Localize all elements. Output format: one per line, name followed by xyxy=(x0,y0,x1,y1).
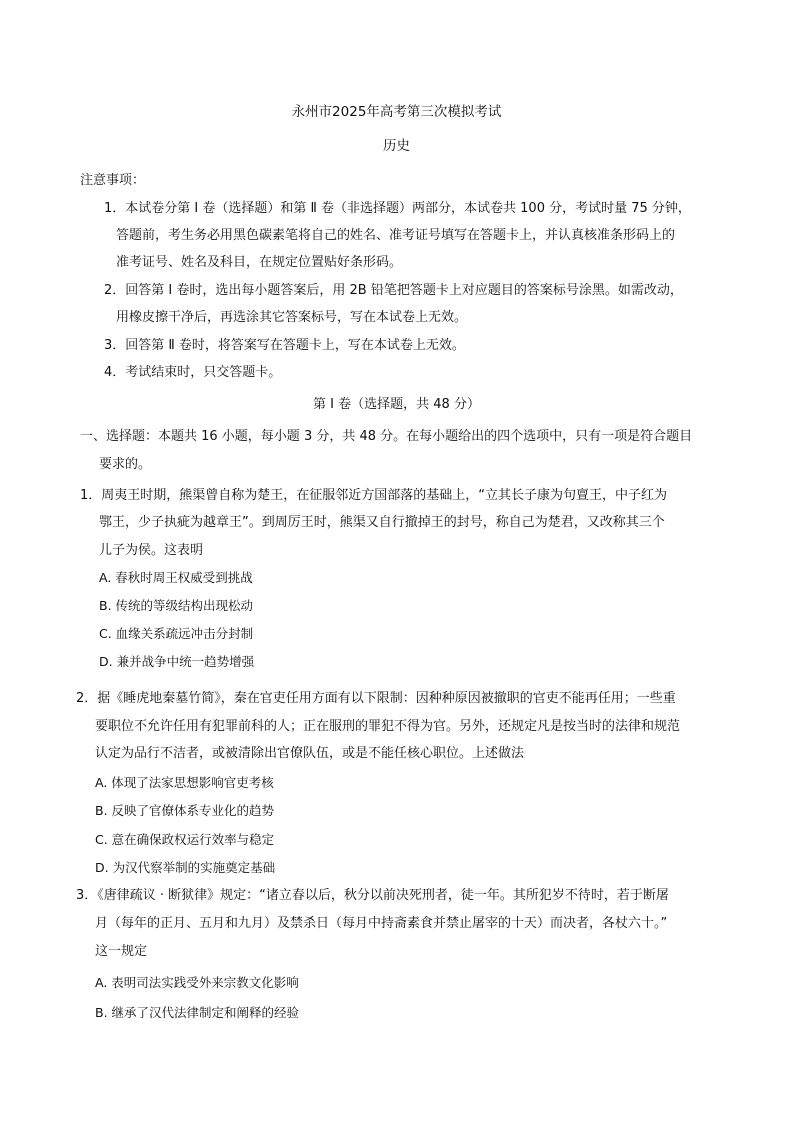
question-3-line-3: 这一规定 xyxy=(95,944,148,959)
question-2-option-c: C. 意在确保政权运行效率与稳定 xyxy=(95,832,275,847)
notice-item-2-line-1: 2．回答第 Ⅰ 卷时，选出每小题答案后，用 2B 铅笔把答题卡上对应题目的答案标号涂黑。如需改动， xyxy=(104,283,683,298)
notice-item-2-line-2: 用橡皮擦干净后，再选涂其它答案标号，写在本试卷上无效。 xyxy=(116,310,468,325)
question-1-line-3: 儿子为侯。这表明 xyxy=(99,543,204,558)
question-3-line-2: 月（每年的正月、五月和九月）及禁杀日（每月中持斋素食并禁止屠宰的十天）而决者，各杖六十。” xyxy=(95,916,668,931)
question-2-line-1: 2．据《睡虎地秦墓竹简》，秦在官吏任用方面有以下限制：因种种原因被撤职的官吏不能再任用；一些重 xyxy=(76,691,676,706)
notice-item-1-line-1: 1．本试卷分第 Ⅰ 卷（选择题）和第 Ⅱ 卷（非选择题）两部分，本试卷共 100 分，考试时量 75 分钟， xyxy=(104,201,691,216)
question-2-option-b: B. 反映了官僚体系专业化的趋势 xyxy=(95,803,275,818)
question-1-option-a: A. 春秋时周王权威受到挑战 xyxy=(99,570,253,585)
notice-item-3: 3．回答第 Ⅱ 卷时，将答案写在答题卡上，写在本试卷上无效。 xyxy=(104,338,465,353)
section-intro-line-2: 要求的。 xyxy=(99,457,152,472)
question-3-line-1: 3．《唐律疏议 · 断狱律》规定：“诸立春以后，秋分以前决死刑者，徒一年。其所犯岁不待时，若于断屠 xyxy=(76,888,669,903)
question-2-line-3: 认定为品行不洁者，或被清除出官僚队伍，或是不能任核心职位。上述做法 xyxy=(95,746,525,761)
question-2-line-2: 要职位不允许任用有犯罪前科的人；正在服刑的罪犯不得为官。另外，还规定凡是按当时的法律和规范 xyxy=(95,719,681,734)
question-1-line-1: 1．周夷王时期，熊渠曾自称为楚王，在征服邻近方国部落的基础上，“立其长子康为句亶王，中子红为 xyxy=(80,488,668,503)
question-1-option-d: D. 兼并战争中统一趋势增强 xyxy=(99,654,255,669)
question-3-option-a: A. 表明司法实践受外来宗教文化影响 xyxy=(95,975,299,990)
question-1-line-2: 鄂王，少子执疵为越章王”。到周厉王时，熊渠又自行撤掉王的封号，称自己为楚君，又改称其三个 xyxy=(99,515,665,530)
section-intro-line-1: 一、选择题：本题共 16 小题，每小题 3 分，共 48 分。在每小题给出的四个选项中，只有一项是符合题目 xyxy=(80,429,693,444)
question-1-option-c: C. 血缘关系疏远冲击分封制 xyxy=(99,626,254,641)
notice-item-1-line-2: 答题前，考生务必用黑色碳素笔将自己的姓名、准考证号填写在答题卡上，并认真核准条形码上的 xyxy=(116,228,676,243)
question-2-option-a: A. 体现了法家思想影响官吏考核 xyxy=(95,775,274,790)
notice-item-1-line-3: 准考证号、姓名及科目，在规定位置贴好条形码。 xyxy=(116,255,403,270)
question-3-option-b: B. 继承了汉代法律制定和阐释的经验 xyxy=(95,1005,300,1020)
subject-title: 历史 xyxy=(383,138,410,154)
section-heading: 第 Ⅰ 卷（选择题，共 48 分） xyxy=(313,397,480,412)
question-1-option-b: B. 传统的等级结构出现松动 xyxy=(99,598,254,613)
notice-item-4: 4．考试结束时，只交答题卡。 xyxy=(104,365,282,380)
question-2-option-d: D. 为汉代察举制的实施奠定基础 xyxy=(95,860,276,875)
exam-title: 永州市2025年高考第三次模拟考试 xyxy=(291,104,502,120)
notice-heading: 注意事项： xyxy=(80,173,146,188)
